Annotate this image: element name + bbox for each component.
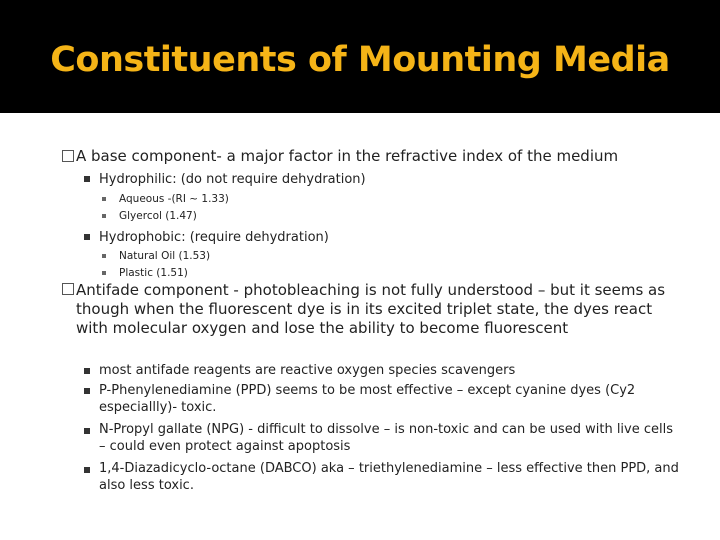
slide-title: Constituents of Mounting Media bbox=[50, 40, 670, 80]
small-square-bullet-icon bbox=[102, 254, 106, 258]
square-bullet-icon bbox=[84, 176, 90, 182]
square-bullet-icon bbox=[84, 368, 90, 374]
bullet-dabco: 1,4-Diazadicyclo-octane (DABCO) aka – triethylenediamine – less effective then PPD, and also less toxic. bbox=[99, 461, 679, 493]
bullet-hydrophobic: Hydrophobic: (require dehydration) bbox=[99, 230, 329, 245]
hollow-square-bullet-icon bbox=[62, 283, 74, 295]
bullet-ppd: P-Phenylenediamine (PPD) seems to be most effective – except cyanine dyes (Cy2 especiallly)- toxic. bbox=[99, 383, 636, 415]
bullet-plastic: Plastic (1.51) bbox=[119, 267, 188, 279]
hollow-square-bullet-icon bbox=[62, 150, 74, 162]
bullet-scavengers: most antifade reagents are reactive oxygen species scavengers bbox=[99, 363, 516, 378]
bullet-base-component: A base component- a major factor in the refractive index of the medium bbox=[76, 147, 619, 165]
square-bullet-icon bbox=[84, 467, 90, 473]
bullet-hydrophilic: Hydrophilic: (do not require dehydration) bbox=[99, 172, 366, 187]
bullet-antifade-component: Antifade component - photobleaching is not fully understood – but it seems as though when the fluorescent dye is in its excited triplet state, the dyes react with molecular oxygen and lose the ability to become fluorescent bbox=[76, 281, 666, 337]
square-bullet-icon bbox=[84, 428, 90, 434]
small-square-bullet-icon bbox=[102, 214, 106, 218]
small-square-bullet-icon bbox=[102, 271, 106, 275]
bullet-glycerol: Glyercol (1.47) bbox=[119, 210, 197, 222]
bullet-npg: N-Propyl gallate (NPG) - difficult to dissolve – is non-toxic and can be used with live cells – could even protect against apoptosis bbox=[99, 422, 674, 454]
bullet-natural-oil: Natural Oil (1.53) bbox=[119, 250, 211, 262]
small-square-bullet-icon bbox=[102, 197, 106, 201]
bullet-aqueous: Aqueous -(RI ~ 1.33) bbox=[119, 193, 229, 205]
square-bullet-icon bbox=[84, 234, 90, 240]
square-bullet-icon bbox=[84, 388, 90, 394]
